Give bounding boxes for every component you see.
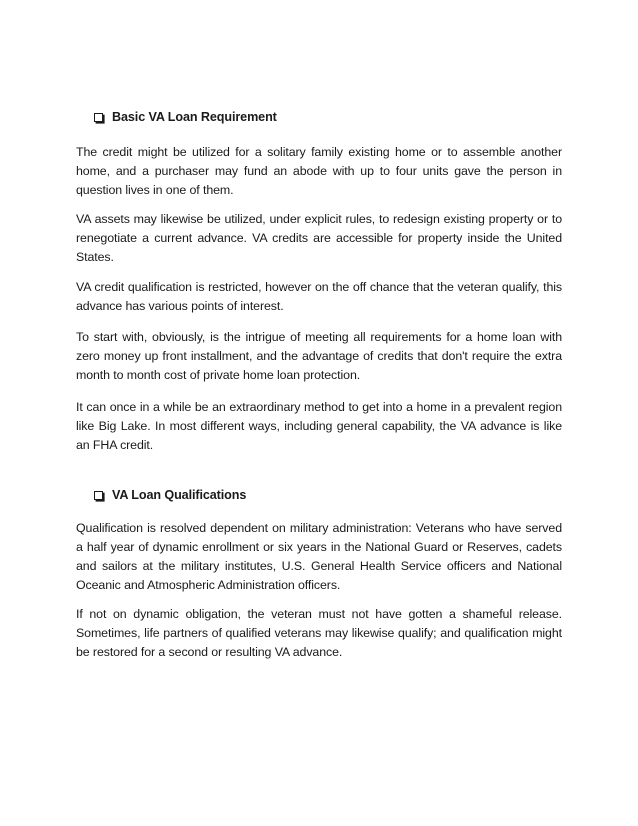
checkbox-bullet-icon xyxy=(94,113,103,122)
paragraph: To start with, obviously, is the intrigue of meeting all requirements for a home loan with zero money up front installment, and the advantage of credits that don't require the extra month to month cost of private home loan protection. xyxy=(76,330,562,382)
section-heading xyxy=(94,488,246,502)
paragraph: VA assets may likewise be utilized, under explicit rules, to redesign existing property or to renegotiate a current advance. VA credits are accessible for property inside the United States. xyxy=(76,212,562,264)
section-heading-text: VA Loan Qualifications xyxy=(112,488,247,502)
section-heading-text: Basic VA Loan Requirement xyxy=(112,110,277,124)
paragraph: Qualification is resolved dependent on military administration: Veterans who have served a half year of dynamic enrollment or six years in the National Guard or Reserves, cadets and sailors at the military institutes, U.S. General Health Service officers and National Oceanic and Atmospheric Administration officers. xyxy=(76,521,562,592)
paragraph: It can once in a while be an extraordinary method to get into a home in a prevalent region like Big Lake. In most different ways, including general capability, the VA advance is like an FHA credit. xyxy=(76,400,562,452)
paragraph: The credit might be utilized for a solitary family existing home or to assemble another home, and a purchaser may fund an abode with up to four units gave the person in question lives in one of them. xyxy=(76,145,562,197)
paragraph: If not on dynamic obligation, the veteran must not have gotten a shameful release. Sometimes, life partners of qualified veterans may likewise qualify; and qualification might be restored for a second or resulting VA advance. xyxy=(76,607,562,659)
section-heading xyxy=(94,110,277,124)
paragraph: VA credit qualification is restricted, however on the off chance that the veteran qualify, this advance has various points of interest. xyxy=(76,280,562,313)
checkbox-bullet-icon xyxy=(94,491,103,500)
